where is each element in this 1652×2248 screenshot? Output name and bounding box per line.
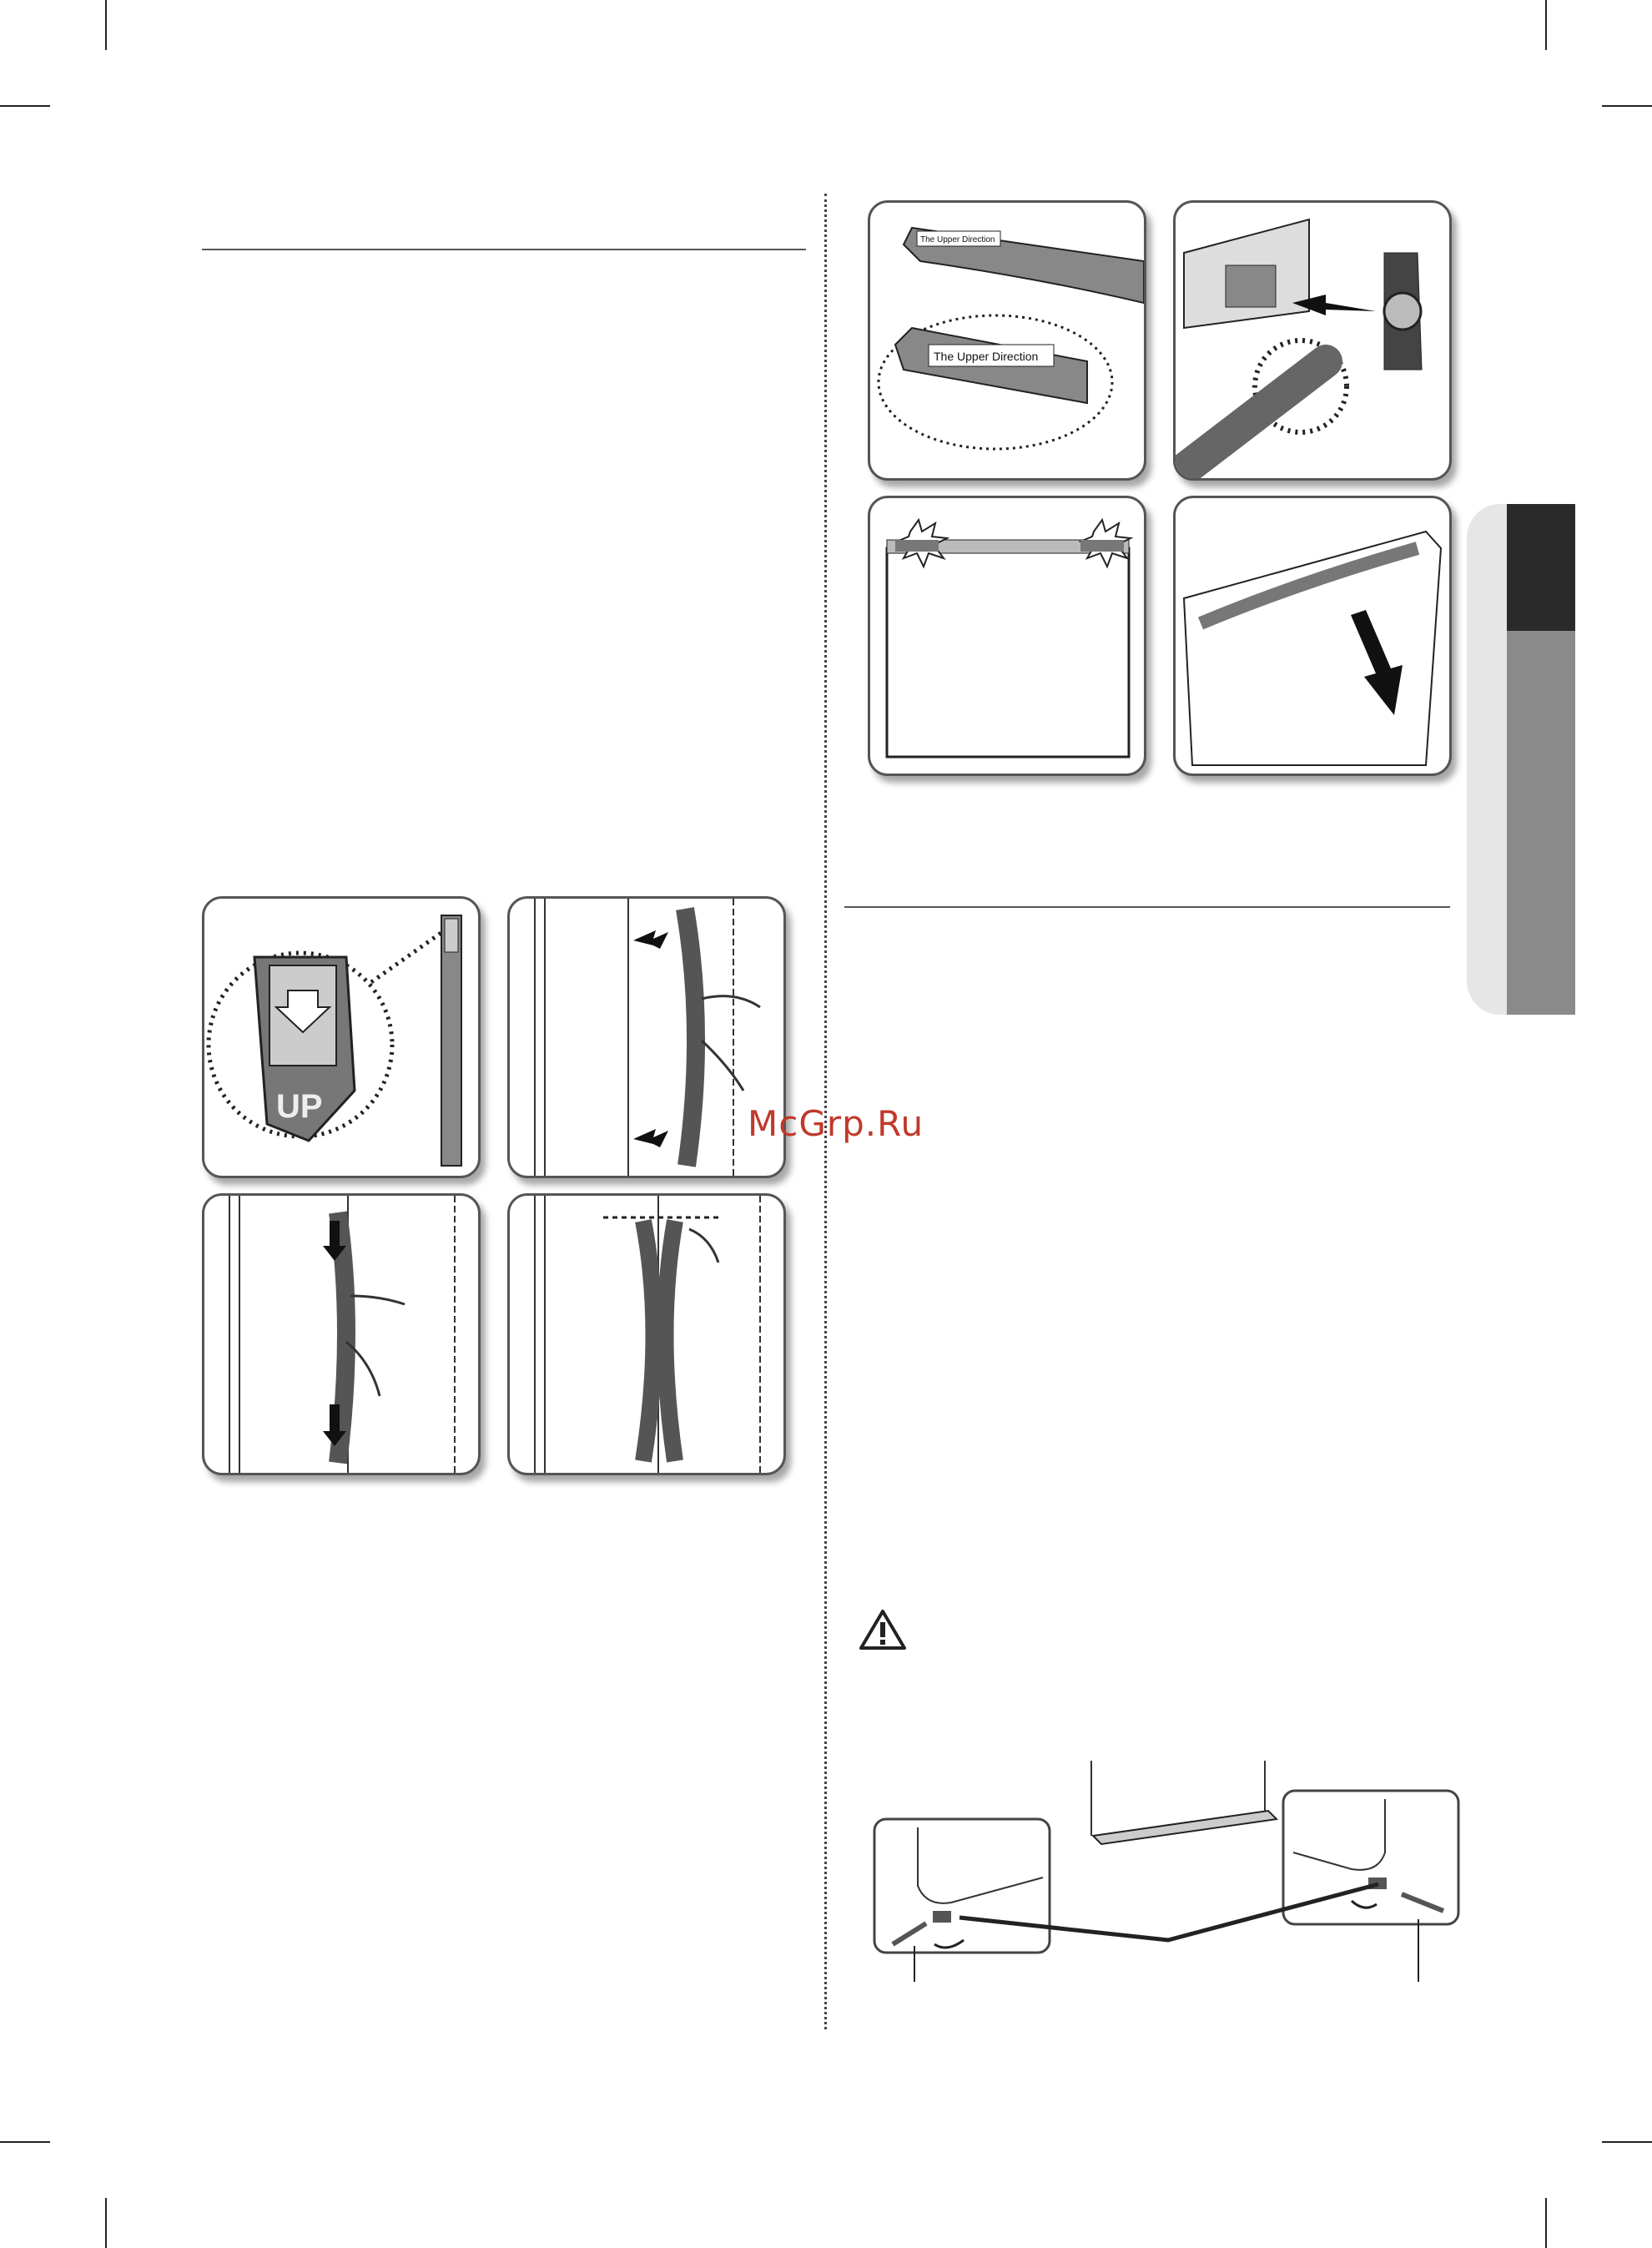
section-rule-left <box>202 249 806 250</box>
figure-clip-up <box>202 896 481 1178</box>
section-rule-right <box>844 906 1450 908</box>
crop-mark <box>1602 105 1652 107</box>
upper-direction-label-small: The Upper Direction <box>920 235 995 244</box>
figure-handle-aligned <box>507 1193 786 1475</box>
side-tab-inactive <box>1507 631 1575 1015</box>
figure-attach-handle <box>507 896 786 1178</box>
figure-slide-handle <box>202 1193 481 1475</box>
watermark: McGrp.Ru <box>748 1103 924 1144</box>
figure-remove-drawer-handle <box>1173 496 1452 776</box>
side-tab-active <box>1507 504 1575 631</box>
figure-door-top-clips <box>868 496 1146 776</box>
crop-mark <box>1545 2198 1547 2248</box>
crop-mark <box>105 0 107 50</box>
figure-upper-direction-label <box>868 200 1146 481</box>
figure-leveling-feet <box>868 1752 1468 1986</box>
crop-mark <box>1545 0 1547 50</box>
crop-mark <box>1602 2141 1652 2143</box>
figure-water-dispenser-tube <box>1173 200 1452 481</box>
crop-mark <box>105 2198 107 2248</box>
crop-mark <box>0 2141 50 2143</box>
side-tab-background <box>1467 504 1508 1015</box>
warning-triangle-icon <box>859 1609 906 1651</box>
crop-mark <box>0 105 50 107</box>
upper-direction-label-large: The Upper Direction <box>934 350 1039 363</box>
clip-up-label: UP <box>276 1088 323 1125</box>
